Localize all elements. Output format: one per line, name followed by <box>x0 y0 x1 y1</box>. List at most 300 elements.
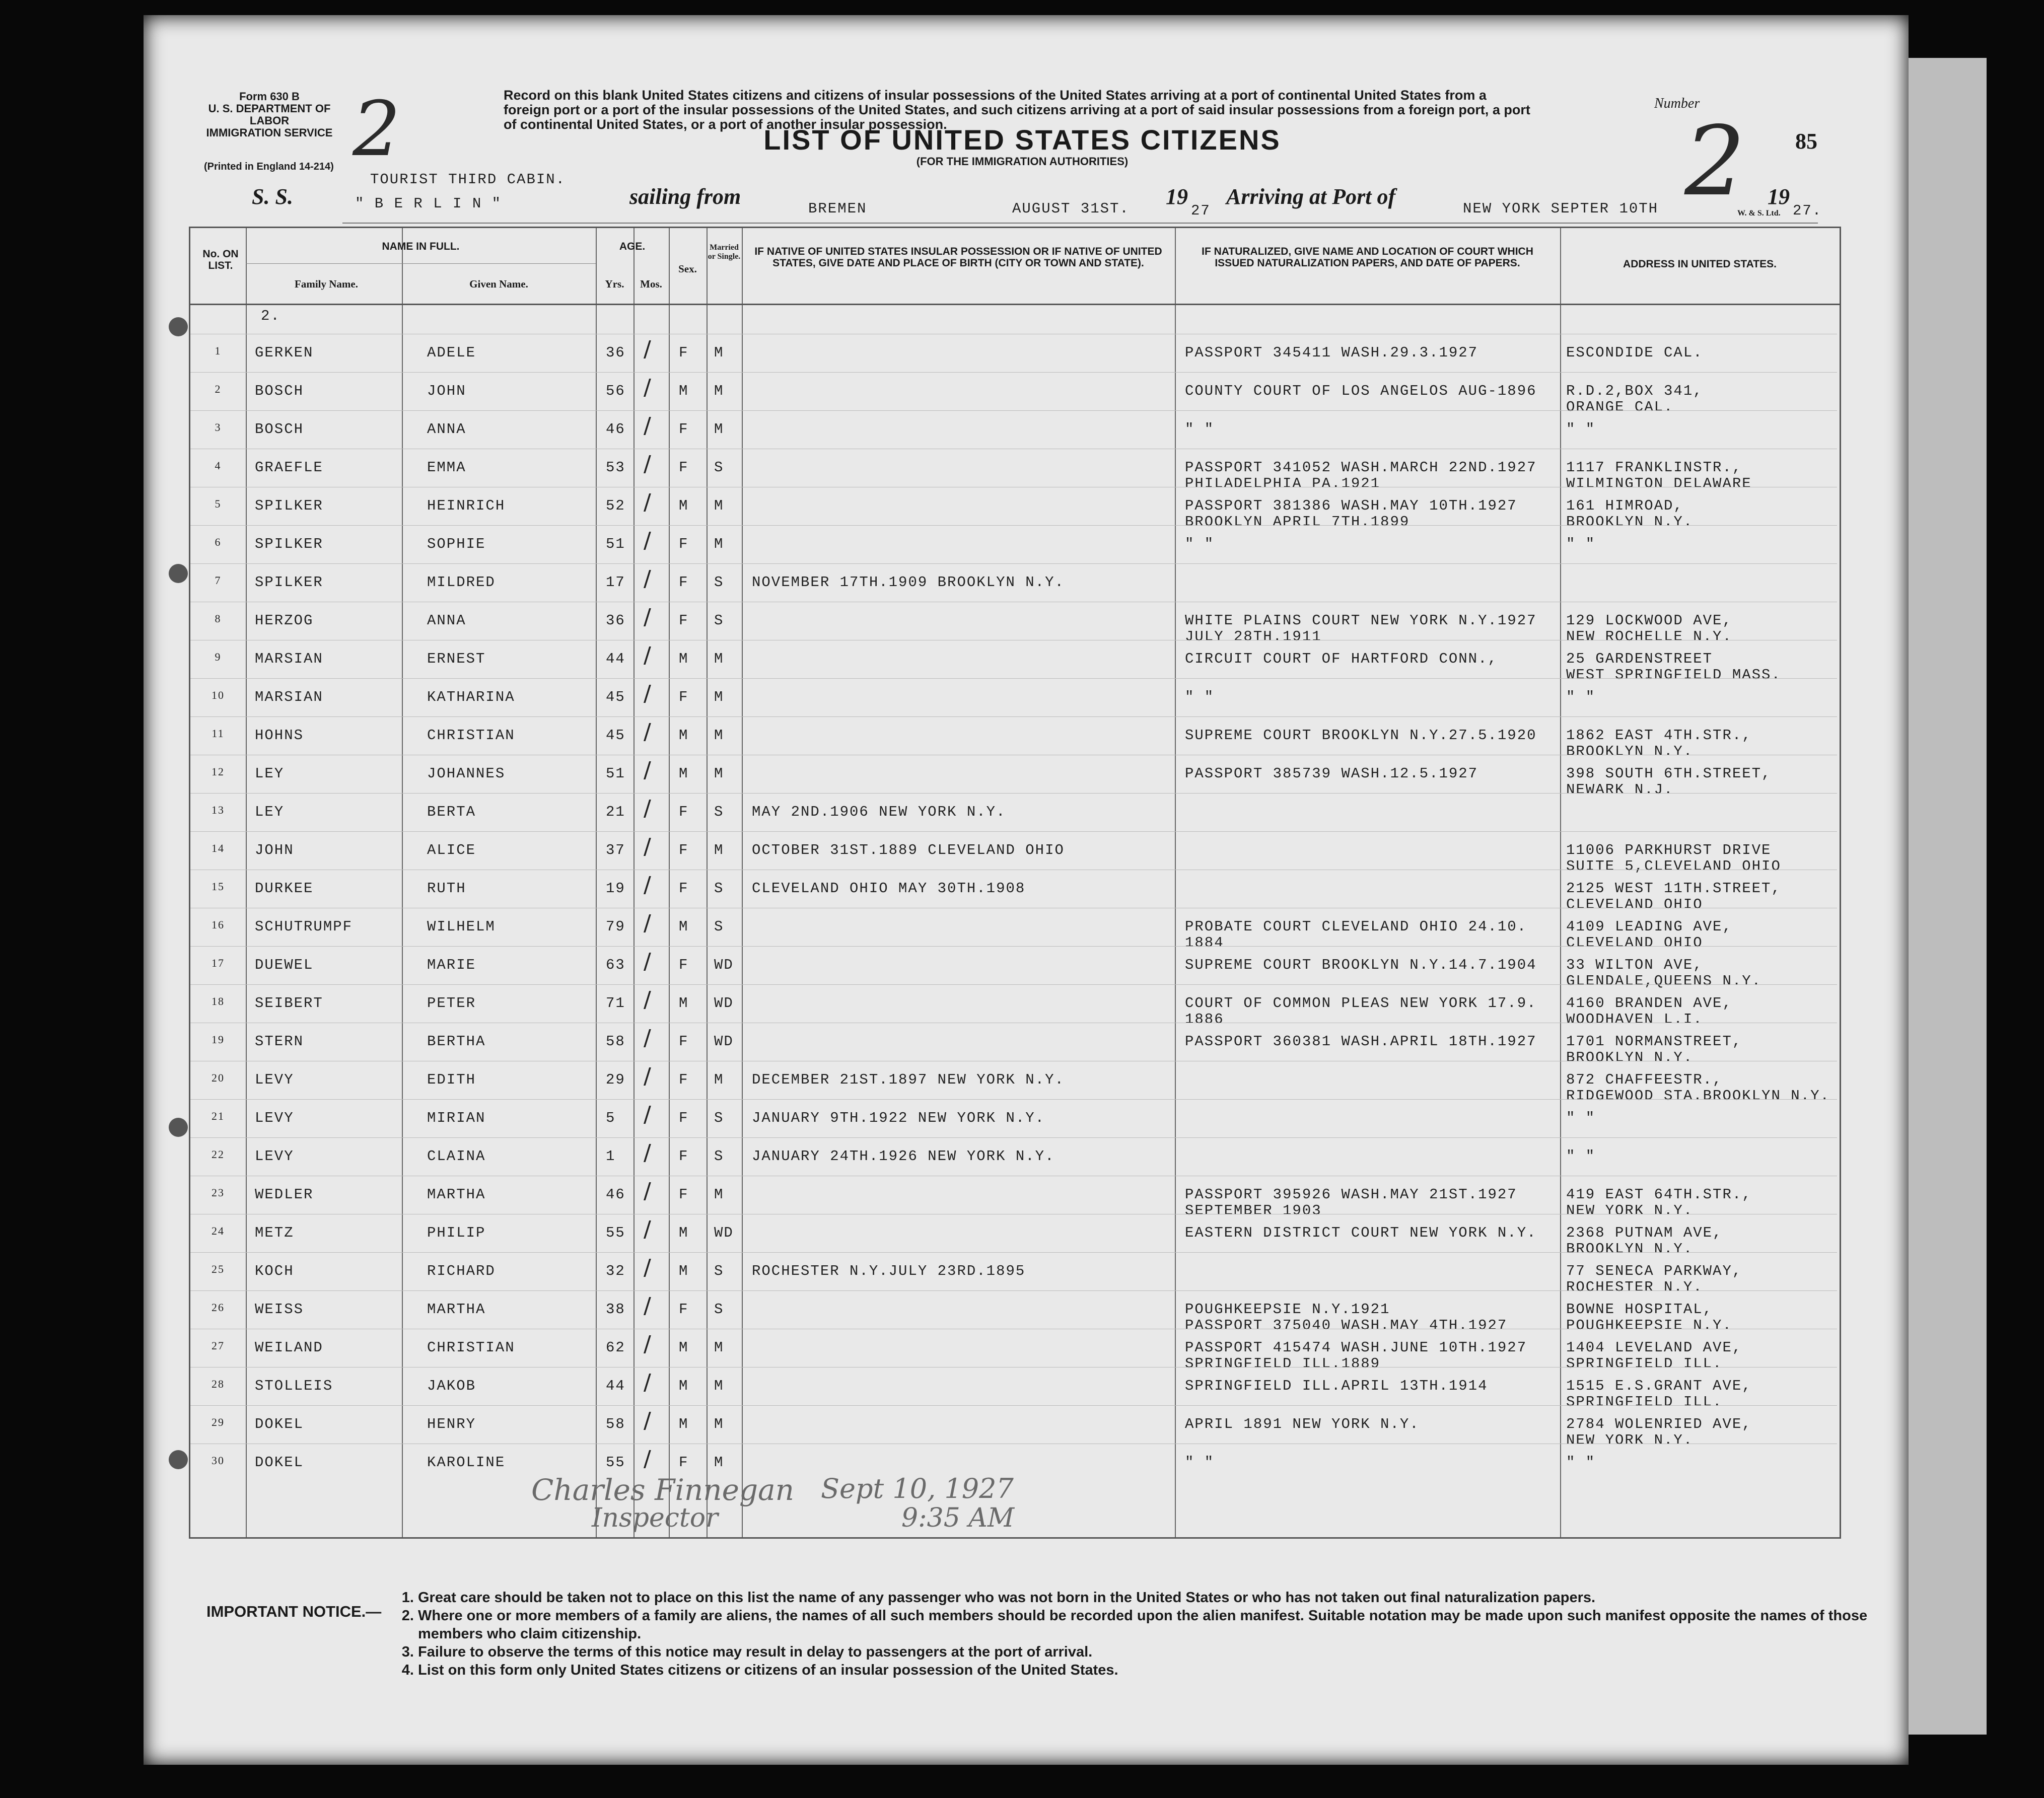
header-married: Married or Single. <box>708 243 741 261</box>
row-number: 30 <box>212 1454 225 1467</box>
row-number: 2 <box>215 383 222 395</box>
age-years: 51 <box>606 765 625 782</box>
table-row <box>190 1137 1837 1176</box>
address: 1404 LEVELAND AVE, <box>1566 1339 1742 1356</box>
given-name: ANNA <box>427 612 466 629</box>
sex: F <box>679 1186 689 1203</box>
row-number: 1 <box>215 344 222 357</box>
row-number: 8 <box>215 612 222 625</box>
family-name: MARSIAN <box>255 689 323 705</box>
naturalization-info-line2: 1884 <box>1185 934 1224 951</box>
given-name: MARTHA <box>427 1186 486 1203</box>
address: " " <box>1566 1148 1596 1165</box>
notice-label: IMPORTANT NOTICE.— <box>206 1603 382 1620</box>
row-number: 3 <box>215 421 222 434</box>
sex: M <box>679 1225 689 1241</box>
address-line2: ROCHESTER N.Y. <box>1566 1279 1703 1296</box>
check-mark: / <box>644 604 651 630</box>
age-years: 62 <box>606 1339 625 1356</box>
address-line2: WEST SPRINGFIELD MASS. <box>1566 667 1781 683</box>
check-mark: / <box>644 757 651 783</box>
page-subtitle: (FOR THE IMMIGRATION AUTHORITIES) <box>916 155 1129 168</box>
given-name: BERTHA <box>427 1033 486 1050</box>
sex: M <box>679 1378 689 1394</box>
address-line2: SPRINGFIELD ILL. <box>1566 1355 1723 1372</box>
header-family-name: Family Name. <box>295 278 358 290</box>
address: ESCONDIDE CAL. <box>1566 344 1703 361</box>
address: 1701 NORMANSTREET, <box>1566 1033 1742 1050</box>
address: 2784 WOLENRIED AVE, <box>1566 1416 1752 1432</box>
sex: F <box>679 689 689 705</box>
family-name: WEISS <box>255 1301 304 1318</box>
page-title: LIST OF UNITED STATES CITIZENS <box>763 124 1281 156</box>
given-name: HEINRICH <box>427 497 506 514</box>
given-name: RUTH <box>427 880 466 897</box>
table-row <box>190 640 1837 683</box>
address: BOWNE HOSPITAL, <box>1566 1301 1713 1318</box>
naturalization-info-line2: BROOKLYN APRIL 7TH.1899 <box>1185 514 1410 530</box>
sex: M <box>679 995 689 1012</box>
table-row <box>190 602 1837 645</box>
form-header-block <box>204 91 335 139</box>
given-name: ERNEST <box>427 651 486 667</box>
check-mark: / <box>644 413 651 439</box>
manifest-sheet <box>144 15 1909 1765</box>
sex: M <box>679 651 689 667</box>
address-line2: RIDGEWOOD STA.BROOKLYN N.Y. <box>1566 1088 1830 1104</box>
family-name: SPILKER <box>255 536 323 552</box>
check-mark: / <box>644 872 651 898</box>
naturalization-info: EASTERN DISTRICT COURT NEW YORK N.Y. <box>1185 1225 1537 1241</box>
sex: M <box>679 918 689 935</box>
sex: M <box>679 497 689 514</box>
check-mark: / <box>644 1408 651 1433</box>
marital-status: WD <box>714 1033 734 1050</box>
given-name: CHRISTIAN <box>427 1339 515 1356</box>
row-number: 5 <box>215 497 222 510</box>
punch-hole <box>169 564 188 583</box>
row-number: 6 <box>215 536 222 548</box>
check-mark: / <box>644 1102 651 1127</box>
table-row <box>190 908 1837 951</box>
marital-status: M <box>714 842 724 858</box>
table-row <box>190 525 1837 564</box>
table-row <box>190 487 1837 530</box>
sex: F <box>679 344 689 361</box>
given-name: CHRISTIAN <box>427 727 515 744</box>
address-line2: POUGHKEEPSIE N.Y. <box>1566 1317 1732 1334</box>
number-label: Number <box>1654 96 1700 111</box>
given-name: ALICE <box>427 842 476 858</box>
table-row <box>190 793 1837 832</box>
marital-status: S <box>714 1301 724 1318</box>
sex: F <box>679 1454 689 1471</box>
check-mark: / <box>644 949 651 974</box>
address: 129 LOCKWOOD AVE, <box>1566 612 1732 629</box>
given-name: SOPHIE <box>427 536 486 552</box>
handwritten-page-number: 2 <box>1684 106 1745 217</box>
table-row <box>190 1329 1837 1372</box>
naturalization-info: PASSPORT 341052 WASH.MARCH 22ND.1927 <box>1185 459 1537 476</box>
ship-name: " B E R L I N " <box>355 195 502 212</box>
arrival-year: 27. <box>1793 202 1822 219</box>
address: 4109 LEADING AVE, <box>1566 918 1732 935</box>
check-mark: / <box>644 1293 651 1319</box>
age-years: 37 <box>606 842 625 858</box>
row-number: 10 <box>212 689 225 701</box>
sex: F <box>679 421 689 438</box>
header-no: No. ON LIST. <box>202 248 239 271</box>
punch-hole <box>169 1118 188 1137</box>
address: 4160 BRANDEN AVE, <box>1566 995 1732 1012</box>
family-name: SCHUTRUMPF <box>255 918 353 935</box>
row-number: 18 <box>212 995 225 1008</box>
family-name: SPILKER <box>255 497 323 514</box>
header-name-in-full: NAME IN FULL. <box>382 241 460 252</box>
sailing-label: sailing from <box>629 184 741 209</box>
check-mark: / <box>644 1063 651 1089</box>
family-name: STERN <box>255 1033 304 1050</box>
naturalization-info: " " <box>1185 421 1215 438</box>
naturalization-info: SUPREME COURT BROOKLYN N.Y.14.7.1904 <box>1185 957 1537 973</box>
page-number: 85 <box>1795 129 1817 154</box>
underlying-page-edge <box>1898 58 1987 1735</box>
row-number: 12 <box>212 765 225 778</box>
row-number: 22 <box>212 1148 225 1161</box>
punch-hole <box>169 1450 188 1469</box>
check-mark: / <box>644 1178 651 1204</box>
year-prefix: 19 <box>1166 184 1188 209</box>
age-years: 17 <box>606 574 625 591</box>
check-mark: / <box>644 1140 651 1166</box>
row-number: 4 <box>215 459 222 472</box>
notice-item: 2. Where one or more members of a family are aliens, the names of all such members should be recorded upon the alien manifest. Suitable notation may be made upon such manifest opposite the names of those members who claim citizenship. <box>418 1607 1904 1643</box>
row-number: 29 <box>212 1416 225 1428</box>
age-years: 46 <box>606 1186 625 1203</box>
list-marker: 2. <box>261 308 280 324</box>
family-name: KOCH <box>255 1263 294 1279</box>
sex: F <box>679 612 689 629</box>
inspector-title: Inspector <box>592 1503 718 1533</box>
address-line2: CLEVELAND OHIO <box>1566 896 1703 913</box>
naturalization-info: SPRINGFIELD ILL.APRIL 13TH.1914 <box>1185 1378 1488 1394</box>
sex: M <box>679 1339 689 1356</box>
naturalization-info-line2: SEPTEMBER 1903 <box>1185 1202 1322 1219</box>
address: " " <box>1566 1454 1596 1471</box>
punch-hole <box>169 317 188 336</box>
table-row <box>190 1444 1837 1482</box>
address-line2: NEWARK N.J. <box>1566 781 1674 798</box>
given-name: BERTA <box>427 804 476 820</box>
birth-info: JANUARY 9TH.1922 NEW YORK N.Y. <box>752 1110 1045 1126</box>
naturalization-info-line2: JULY 28TH.1911 <box>1185 628 1322 645</box>
passenger-table <box>189 227 1841 1539</box>
voyage-underline <box>342 223 1818 224</box>
given-name: JAKOB <box>427 1378 476 1394</box>
age-years: 58 <box>606 1416 625 1432</box>
given-name: EDITH <box>427 1071 476 1088</box>
address: 2125 WEST 11TH.STREET, <box>1566 880 1781 897</box>
header-sex: Sex. <box>678 263 697 275</box>
form-preamble: Record on this blank United States citizens and citizens of insular possessions of the United States arriving at a port of continental United States from a foreign port or a port of the insular possessions of the United States, and such citizens arriving at a port of said insular possessions from a foreign port, a port of continental United States, or a port of another insular possession. <box>504 88 1530 132</box>
age-years: 79 <box>606 918 625 935</box>
marital-status: S <box>714 612 724 629</box>
table-row <box>190 831 1837 875</box>
age-years: 36 <box>606 344 625 361</box>
marital-status: S <box>714 574 724 591</box>
check-mark: / <box>644 1446 651 1472</box>
naturalization-info: WHITE PLAINS COURT NEW YORK N.Y.1927 <box>1185 612 1537 629</box>
table-row <box>190 1099 1837 1138</box>
age-years: 45 <box>606 727 625 744</box>
row-number: 21 <box>212 1110 225 1122</box>
marital-status: S <box>714 880 724 897</box>
marital-status: M <box>714 689 724 705</box>
given-name: RICHARD <box>427 1263 496 1279</box>
marital-status: M <box>714 383 724 399</box>
naturalization-info: POUGHKEEPSIE N.Y.1921 <box>1185 1301 1390 1318</box>
form-number: Form 630 B <box>239 90 300 103</box>
header-age: AGE. <box>619 241 646 252</box>
age-years: 52 <box>606 497 625 514</box>
check-mark: / <box>644 566 651 592</box>
given-name: PETER <box>427 995 476 1012</box>
check-mark: / <box>644 528 651 553</box>
given-name: MARIE <box>427 957 476 973</box>
address: 1862 EAST 4TH.STR., <box>1566 727 1752 744</box>
address-line2: BROOKLYN N.Y. <box>1566 1049 1694 1066</box>
age-years: 63 <box>606 957 625 973</box>
marital-status: M <box>714 651 724 667</box>
sex: F <box>679 1148 689 1165</box>
age-years: 55 <box>606 1225 625 1241</box>
table-row <box>190 755 1837 798</box>
address: 1117 FRANKLINSTR., <box>1566 459 1742 476</box>
table-row <box>190 678 1837 717</box>
naturalization-info: APRIL 1891 NEW YORK N.Y. <box>1185 1416 1420 1432</box>
address: 1515 E.S.GRANT AVE, <box>1566 1378 1752 1394</box>
table-row <box>190 1176 1837 1219</box>
sex: F <box>679 536 689 552</box>
given-name: MILDRED <box>427 574 496 591</box>
sex: F <box>679 957 689 973</box>
sex: M <box>679 765 689 782</box>
table-row <box>190 1405 1837 1449</box>
sex: M <box>679 1263 689 1279</box>
inspection-date: Sept 10, 1927 <box>821 1473 1014 1504</box>
marital-status: M <box>714 765 724 782</box>
family-name: GRAEFLE <box>255 459 323 476</box>
address: 161 HIMROAD, <box>1566 497 1683 514</box>
naturalization-info: COUNTY COURT OF LOS ANGELOS AUG-1896 <box>1185 383 1537 399</box>
address-line2: BROOKLYN N.Y. <box>1566 514 1694 530</box>
marital-status: M <box>714 1378 724 1394</box>
table-row <box>190 449 1837 492</box>
address: 11006 PARKHURST DRIVE <box>1566 842 1772 858</box>
age-years: 46 <box>606 421 625 438</box>
naturalization-info: SUPREME COURT BROOKLYN N.Y.27.5.1920 <box>1185 727 1537 744</box>
age-years: 44 <box>606 651 625 667</box>
table-row <box>190 984 1837 1028</box>
table-row <box>190 1214 1837 1257</box>
marital-status: S <box>714 459 724 476</box>
check-mark: / <box>644 375 651 400</box>
age-years: 71 <box>606 995 625 1012</box>
check-mark: / <box>644 642 651 668</box>
table-row <box>190 870 1837 913</box>
given-name: WILHELM <box>427 918 496 935</box>
marital-status: S <box>714 804 724 820</box>
inspector-signature: Charles Finnegan <box>531 1473 794 1507</box>
header-given-name: Given Name. <box>469 278 528 290</box>
sex: F <box>679 1110 689 1126</box>
family-name: METZ <box>255 1225 294 1241</box>
address: 33 WILTON AVE, <box>1566 957 1703 973</box>
row-number: 25 <box>212 1263 225 1275</box>
address-line2: WILMINGTON DELAWARE <box>1566 475 1752 492</box>
arrival-port: NEW YORK SEPTER 10TH <box>1463 200 1659 217</box>
age-years: 21 <box>606 804 625 820</box>
table-row <box>190 716 1837 760</box>
naturalization-info: CIRCUIT COURT OF HARTFORD CONN., <box>1185 651 1498 667</box>
service-name: IMMIGRATION SERVICE <box>206 126 333 139</box>
table-row <box>190 410 1837 449</box>
marital-status: WD <box>714 1225 734 1241</box>
given-name: MIRIAN <box>427 1110 486 1126</box>
given-name: MARTHA <box>427 1301 486 1318</box>
departure-port: BREMEN <box>808 200 867 217</box>
sex: F <box>679 1033 689 1050</box>
row-number: 13 <box>212 804 225 816</box>
notice-list <box>398 1589 1904 1679</box>
handwritten-list-number: 2 <box>353 86 401 173</box>
naturalization-info: " " <box>1185 536 1215 552</box>
birth-info: DECEMBER 21ST.1897 NEW YORK N.Y. <box>752 1071 1065 1088</box>
row-number: 16 <box>212 918 225 931</box>
family-name: MARSIAN <box>255 651 323 667</box>
address: " " <box>1566 1110 1596 1126</box>
family-name: HOHNS <box>255 727 304 744</box>
age-years: 51 <box>606 536 625 552</box>
naturalization-info-line2: PASSPORT 375040 WASH.MAY 4TH.1927 <box>1185 1317 1508 1334</box>
birth-info: NOVEMBER 17TH.1909 BROOKLYN N.Y. <box>752 574 1065 591</box>
marital-status: M <box>714 344 724 361</box>
address: 872 CHAFFEESTR., <box>1566 1071 1723 1088</box>
family-name: BOSCH <box>255 421 304 438</box>
naturalization-info: PASSPORT 345411 WASH.29.3.1927 <box>1185 344 1478 361</box>
age-years: 38 <box>606 1301 625 1318</box>
given-name: KAROLINE <box>427 1454 506 1471</box>
address-line2: WOODHAVEN L.I. <box>1566 1011 1703 1028</box>
address: 25 GARDENSTREET <box>1566 651 1713 667</box>
naturalization-info: PASSPORT 415474 WASH.JUNE 10TH.1927 <box>1185 1339 1527 1356</box>
sex: F <box>679 842 689 858</box>
naturalization-info-line2: PHILADELPHIA PA.1921 <box>1185 475 1381 492</box>
family-name: GERKEN <box>255 344 314 361</box>
age-years: 19 <box>606 880 625 897</box>
row-number: 26 <box>212 1301 225 1314</box>
age-years: 29 <box>606 1071 625 1088</box>
birth-info: JANUARY 24TH.1926 NEW YORK N.Y. <box>752 1148 1055 1165</box>
naturalization-info: PASSPORT 385739 WASH.12.5.1927 <box>1185 765 1478 782</box>
given-name: ADELE <box>427 344 476 361</box>
family-name: HERZOG <box>255 612 314 629</box>
printed-note: (Printed in England 14-214) <box>204 161 334 172</box>
family-name: WEDLER <box>255 1186 314 1203</box>
given-name: KATHARINA <box>427 689 515 705</box>
family-name: LEY <box>255 765 285 782</box>
given-name: JOHANNES <box>427 765 506 782</box>
table-row <box>190 1061 1837 1104</box>
departure-date: AUGUST 31ST. <box>1012 200 1130 217</box>
family-name: WEILAND <box>255 1339 323 1356</box>
check-mark: / <box>644 489 651 515</box>
address: " " <box>1566 421 1596 438</box>
naturalization-info-line2: 1886 <box>1185 1011 1224 1028</box>
marital-status: M <box>714 536 724 552</box>
family-name: DUEWEL <box>255 957 314 973</box>
row-number: 9 <box>215 651 222 663</box>
arrival-year-prefix: 19 <box>1768 184 1790 209</box>
naturalization-info: COURT OF COMMON PLEAS NEW YORK 17.9. <box>1185 995 1537 1012</box>
age-years: 36 <box>606 612 625 629</box>
address-line2: ORANGE CAL. <box>1566 399 1674 415</box>
table-row <box>190 1023 1837 1066</box>
naturalization-info: " " <box>1185 1454 1215 1471</box>
marital-status: M <box>714 421 724 438</box>
address-line2: SUITE 5,CLEVELAND OHIO <box>1566 858 1781 875</box>
ss-label: S. S. <box>252 184 293 209</box>
age-years: 32 <box>606 1263 625 1279</box>
given-name: CLAINA <box>427 1148 486 1165</box>
given-name: PHILIP <box>427 1225 486 1241</box>
row-number: 7 <box>215 574 222 587</box>
marital-status: M <box>714 1416 724 1432</box>
given-name: EMMA <box>427 459 466 476</box>
address-line2: NEW ROCHELLE N.Y. <box>1566 628 1732 645</box>
address-line2: GLENDALE,QUEENS N.Y. <box>1566 973 1762 989</box>
sex: F <box>679 459 689 476</box>
check-mark: / <box>644 1370 651 1395</box>
birth-info: MAY 2ND.1906 NEW YORK N.Y. <box>752 804 1006 820</box>
birth-info: OCTOBER 31ST.1889 CLEVELAND OHIO <box>752 842 1065 858</box>
family-name: STOLLEIS <box>255 1378 333 1394</box>
marital-status: M <box>714 1186 724 1203</box>
family-name: LEVY <box>255 1071 294 1088</box>
family-name: BOSCH <box>255 383 304 399</box>
check-mark: / <box>644 451 651 477</box>
row-number: 17 <box>212 957 225 969</box>
given-name: HENRY <box>427 1416 476 1432</box>
header-address: ADDRESS IN UNITED STATES. <box>1623 258 1777 270</box>
birth-info: ROCHESTER N.Y.JULY 23RD.1895 <box>752 1263 1026 1279</box>
age-years: 44 <box>606 1378 625 1394</box>
naturalization-info-line2: SPRINGFIELD ILL.1889 <box>1185 1355 1381 1372</box>
age-years: 1 <box>606 1148 616 1165</box>
sex: F <box>679 1301 689 1318</box>
row-number: 15 <box>212 880 225 893</box>
sex: F <box>679 574 689 591</box>
age-years: 45 <box>606 689 625 705</box>
family-name: DURKEE <box>255 880 314 897</box>
age-years: 56 <box>606 383 625 399</box>
sex: M <box>679 727 689 744</box>
inspection-time: 9:35 AM <box>901 1503 1015 1533</box>
check-mark: / <box>644 719 651 745</box>
naturalization-info: PASSPORT 395926 WASH.MAY 21ST.1927 <box>1185 1186 1517 1203</box>
table-row <box>190 946 1837 989</box>
address-line2: BROOKLYN N.Y. <box>1566 743 1694 760</box>
